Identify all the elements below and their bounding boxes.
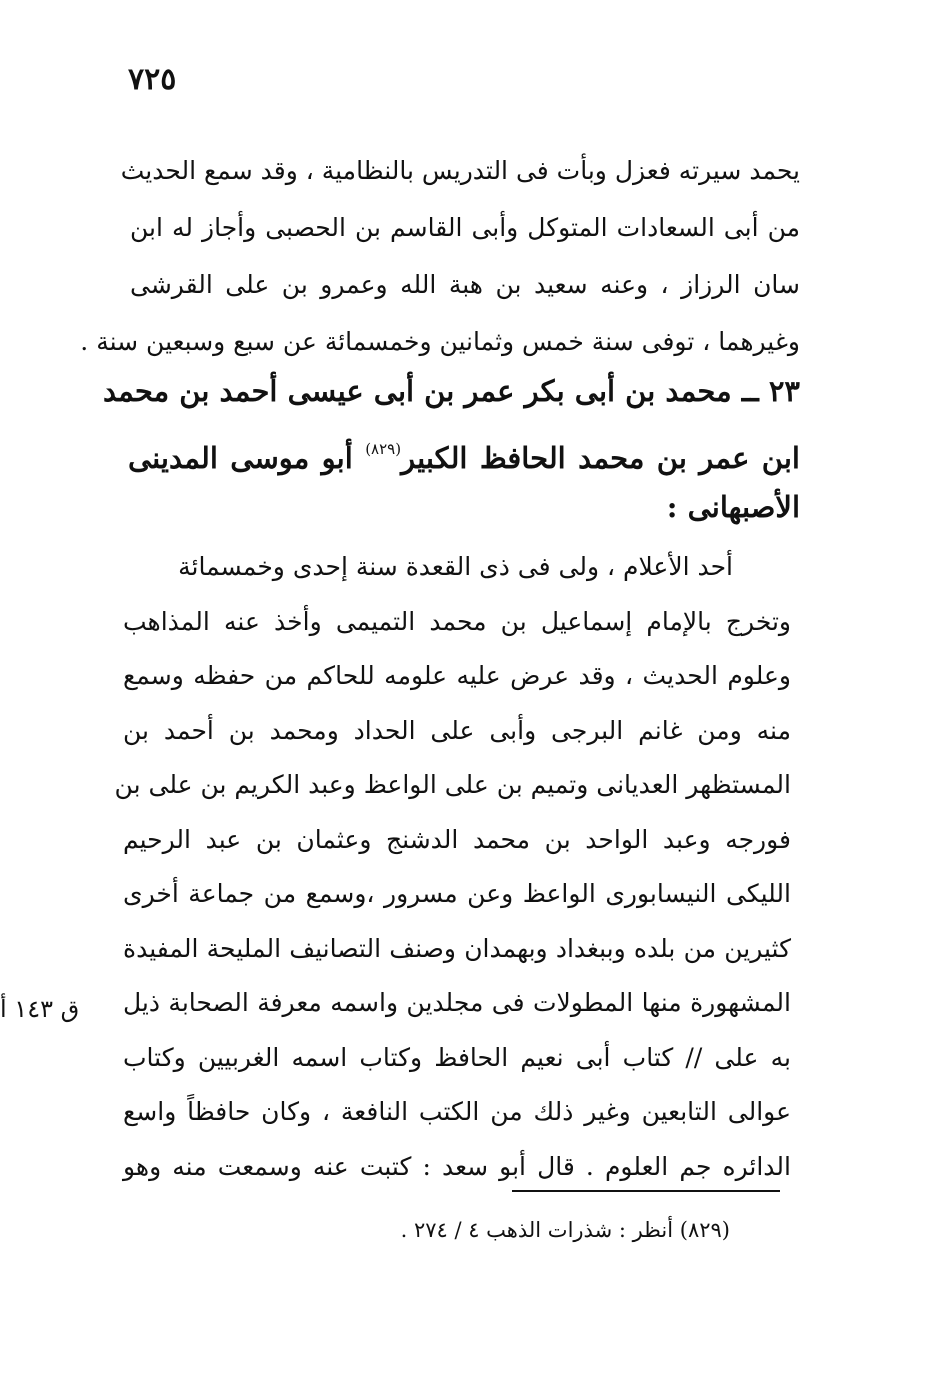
text-line: الدائره جم العلوم . قال أبو سعد : كتبت عنه وسمعت منه وهو [123, 1151, 791, 1181]
manuscript-folio-note: ق ١٤٣ أ [0, 995, 80, 1023]
paragraph-continuation [80, 142, 800, 370]
text-line: المستظهر العديانى وتميم بن على الواعظ وعبد الكريم بن على بن [114, 770, 791, 799]
heading-line: الأصبهانى : [666, 490, 800, 524]
heading-line: ٢٣ ــ محمد بن أبى بكر عمر بن أبى عيسى أحمد بن محمد [102, 374, 800, 408]
footnote-divider [512, 1190, 780, 1192]
footnote: (٨٢٩) أنظر : شذرات الذهب ٤ / ٢٧٤ . [400, 1218, 730, 1242]
heading-text: أبو موسى المدينى [128, 441, 353, 475]
page-number: ٧٢٥ [128, 62, 177, 97]
text-line: يحمد سيرته فعزل وبأت فى التدريس بالنظامية ، وقد سمع الحديث [120, 156, 800, 185]
entry-heading [102, 362, 800, 536]
text-line: أحد الأعلام ، ولى فى ذى القعدة سنة إحدى وخمسمائة [178, 552, 733, 581]
text-line: منه ومن غانم البرجى وأبى على الحداد ومحمد بن أحمد بن [123, 715, 791, 745]
text-line: به على // كتاب أبى نعيم الحافظ وكتاب اسمه الغربيين وكتاب [123, 1042, 791, 1072]
text-line: عوالى التابعين وغير ذلك من الكتب النافعة ، وكان حافظاً واسع [123, 1097, 791, 1126]
text-line: كثيرين من بلده وببغداد وبهمدان وصنف التصانيف المليحة المفيدة [123, 933, 791, 963]
text-line: سان الرزاز ، وعنه سعيد بن هبة الله وعمرو بن على القرشى [130, 270, 800, 299]
heading-line [128, 420, 800, 478]
text-line: الليكى النيسابورى الواعظ وعن مسرور ،وسمع من جماعة أخرى [123, 879, 791, 908]
text-line: وعلوم الحديث ، وقد عرض عليه علومه للحاكم من حفظه وسمع [123, 661, 791, 690]
biography-paragraph [114, 540, 791, 1194]
heading-text: ابن عمر بن محمد الحافظ الكبير [401, 441, 800, 475]
text-line: فورجه وعبد الواحد بن محمد الدشنج وعثمان بن عبد الرحيم [123, 824, 791, 854]
text-line: المشهورة منها المطولات فى مجلدين واسمه معرفة الصحابة ذيل [123, 988, 791, 1017]
footnote-marker[interactable]: (٨٢٩) [365, 440, 402, 458]
text-line: وغيرهما ، توفى سنة خمس وثمانين وخمسمائة عن سبع وسبعين سنة . [80, 327, 800, 356]
text-line: من أبى السعادات المتوكل وأبى القاسم بن الحصبى وأجاز له ابن [130, 213, 800, 242]
text-line: وتخرج بالإمام إسماعيل بن محمد التميمى وأخذ عنه المذاهب [123, 606, 791, 636]
